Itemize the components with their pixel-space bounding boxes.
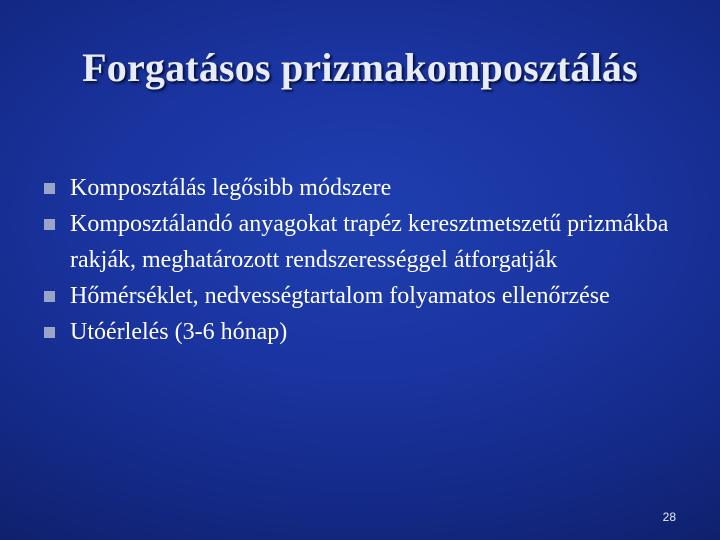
bullet-item: [44, 170, 684, 206]
slide-title: Forgatásos prizmakomposztálás: [82, 45, 638, 90]
bullet-text: Utóérlelés (3-6 hónap): [70, 319, 288, 345]
square-bullet-icon: [44, 291, 55, 302]
bullet-item: [44, 206, 684, 278]
square-bullet-icon: [44, 327, 55, 338]
bullet-list: [44, 170, 684, 350]
page-number: 28: [662, 510, 676, 524]
bullet-item: [44, 314, 684, 350]
square-bullet-icon: [44, 219, 55, 230]
bullet-item: [44, 278, 684, 314]
bullet-text: Komposztálás legősibb módszere: [70, 175, 392, 201]
square-bullet-icon: [44, 183, 55, 194]
bullet-text: Komposztálandó anyagokat trapéz keresztmetszetű prizmákba rakják, meghatározott rendszerességgel átforgatják: [70, 211, 669, 273]
bullet-text: Hőmérséklet, nedvességtartalom folyamatos ellenőrzése: [70, 283, 610, 309]
